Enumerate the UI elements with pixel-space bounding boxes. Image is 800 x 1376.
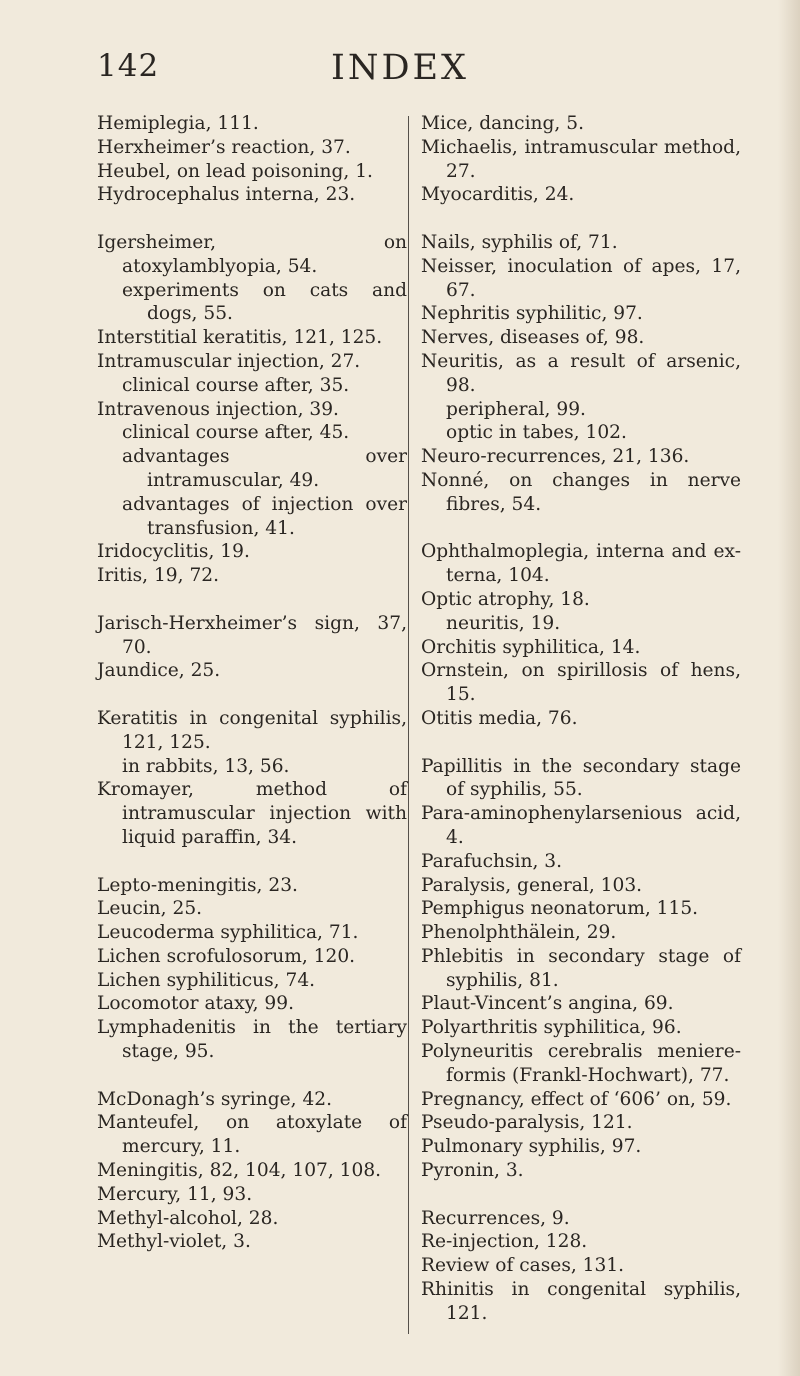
index-entry: Jarisch-Herxheimer’s sign, 37, 70. — [97, 612, 407, 658]
index-entry: Jaundice, 25. — [97, 660, 221, 682]
index-entry: Pregnancy, effect of ‘606’ on, 59. — [421, 1088, 732, 1110]
index-letter-group — [97, 1088, 407, 1255]
index-entry: Leucin, 25. — [97, 898, 203, 920]
index-subentry: peripheral, 99. — [446, 398, 586, 420]
index-letter-group — [421, 1207, 741, 1326]
index-entry: Pseudo-paralysis, 121. — [421, 1112, 633, 1134]
index-subentry: advantages of injection over transfusion, 41. — [122, 493, 407, 539]
group-spacer — [97, 1064, 407, 1088]
index-entry: Plaut-Vincent’s angina, 69. — [421, 993, 674, 1015]
group-spacer — [421, 517, 741, 541]
index-entry: Igersheimer, on atoxylamblyopia, 54. — [97, 231, 407, 277]
index-entry: Hemiplegia, 111. — [97, 113, 259, 134]
index-letter-group — [97, 112, 407, 207]
index-entry: Papillitis in the secondary stage of syphilis, 55. — [421, 755, 741, 801]
index-entry: Neisser, inoculation of apes, 17, 67. — [421, 255, 741, 301]
index-entry: Myocarditis, 24. — [421, 184, 575, 206]
index-letter-group — [421, 755, 741, 1183]
index-entry: Hydrocephalus interna, 23. — [97, 184, 356, 206]
index-entry: Manteufel, on atoxylate of mercury, 11. — [97, 1112, 407, 1158]
index-entry: Polyarthritis syphilitica, 96. — [421, 1017, 682, 1039]
index-subentry: neuritis, 19. — [446, 612, 561, 634]
index-entry: Neuro-recurrences, 21, 136. — [421, 446, 690, 468]
group-spacer — [421, 731, 741, 755]
index-entry: Pemphigus neonatorum, 115. — [421, 898, 699, 920]
index-entry: Keratitis in congenital syphilis, 121, 125. — [97, 707, 407, 753]
index-column-left — [97, 112, 407, 1254]
group-spacer — [421, 1183, 741, 1207]
index-entry: Polyneuritis cerebralis meniere-formis (Frankl-Hochwart), 77. — [421, 1041, 741, 1086]
index-entry: Nerves, diseases of, 98. — [421, 327, 645, 349]
index-entry: McDonagh’s syringe, 42. — [97, 1088, 333, 1110]
index-entry: Heubel, on lead poisoning, 1. — [97, 160, 373, 182]
index-entry: Methyl-violet, 3. — [97, 1231, 251, 1253]
index-entry: Nephritis syphilitic, 97. — [421, 303, 643, 325]
index-entry: Lichen scrofulosorum, 120. — [97, 945, 356, 967]
index-entry: Ornstein, on spirillosis of hens, 15. — [421, 660, 741, 706]
index-subentry: clinical course after, 35. — [122, 374, 350, 396]
index-entry: Optic atrophy, 18. — [421, 588, 590, 610]
index-letter-group — [421, 231, 741, 517]
group-spacer — [97, 683, 407, 707]
index-entry: Ophthalmoplegia, interna and ex-terna, 104. — [421, 541, 741, 587]
index-entry: Pyronin, 3. — [421, 1160, 524, 1182]
index-entry: Phenolphthälein, 29. — [421, 922, 617, 944]
page-number: 142 — [97, 48, 160, 84]
index-entry: Herxheimer’s reaction, 37. — [97, 136, 351, 158]
index-subentry: experiments on cats and dogs, 55. — [122, 279, 407, 325]
index-entry: Mercury, 11, 93. — [97, 1183, 253, 1205]
index-entry: Leucoderma syphilitica, 71. — [97, 922, 359, 944]
index-entry: Para-aminophenylarsenious acid, 4. — [421, 803, 741, 848]
index-entry: Rhinitis in congenital syphilis, 121. — [421, 1279, 741, 1324]
group-spacer — [97, 588, 407, 612]
index-entry: Lichen syphiliticus, 74. — [97, 969, 316, 991]
index-entry: Kromayer, method of intramuscular injection with liquid paraffin, 34. — [97, 779, 407, 848]
index-entry: Otitis media, 76. — [421, 707, 578, 729]
index-entry: Iritis, 19, 72. — [97, 565, 220, 587]
index-entry: Parafuchsin, 3. — [421, 850, 563, 872]
index-entry: Meningitis, 82, 104, 107, 108. — [97, 1160, 382, 1182]
page-edge-shadow — [778, 0, 800, 1376]
index-entry: Orchitis syphilitica, 14. — [421, 636, 641, 658]
index-letter-group — [421, 540, 741, 730]
index-entry: Interstitial keratitis, 121, 125. — [97, 327, 383, 349]
index-entry: Pulmonary syphilis, 97. — [421, 1136, 642, 1158]
index-entry: Intramuscular injection, 27. — [97, 350, 361, 372]
index-letter-group — [97, 612, 407, 683]
index-column-right — [421, 112, 741, 1326]
index-subentry: in rabbits, 13, 56. — [122, 755, 290, 777]
index-letter-group — [97, 231, 407, 588]
index-entry: Michaelis, intramuscular method, 27. — [421, 136, 741, 182]
index-entry: Nonné, on changes in nerve fibres, 54. — [421, 469, 741, 515]
index-entry: Nails, syphilis of, 71. — [421, 231, 618, 253]
index-entry: Locomotor ataxy, 99. — [97, 993, 294, 1015]
index-entry: Neuritis, as a result of arsenic, 98. — [421, 350, 741, 396]
page-header — [0, 48, 800, 98]
index-entry: Methyl-alcohol, 28. — [97, 1207, 279, 1229]
index-entry: Mice, dancing, 5. — [421, 113, 584, 134]
index-entry: Paralysis, general, 103. — [421, 874, 643, 896]
index-subentry: clinical course after, 45. — [122, 422, 350, 444]
column-divider — [408, 116, 409, 1334]
index-letter-group — [97, 874, 407, 1064]
index-entry: Recurrences, 9. — [421, 1207, 570, 1229]
index-letter-group — [97, 707, 407, 850]
index-entry: Re-injection, 128. — [421, 1231, 588, 1253]
running-title: INDEX — [331, 48, 469, 88]
index-entry: Lepto-meningitis, 23. — [97, 874, 298, 896]
group-spacer — [97, 850, 407, 874]
index-entry: Review of cases, 131. — [421, 1255, 625, 1277]
index-entry: Lymphadenitis in the tertiary stage, 95. — [97, 1017, 407, 1063]
index-entry: Intravenous injection, 39. — [97, 398, 339, 420]
index-subentry: advantages over intramuscular, 49. — [122, 446, 407, 491]
index-entry: Phlebitis in secondary stage of syphilis, 81. — [421, 945, 741, 991]
index-letter-group — [421, 112, 741, 207]
index-subentry: optic in tabes, 102. — [446, 422, 627, 444]
group-spacer — [97, 207, 407, 231]
group-spacer — [421, 207, 741, 231]
index-entry: Iridocyclitis, 19. — [97, 541, 250, 563]
